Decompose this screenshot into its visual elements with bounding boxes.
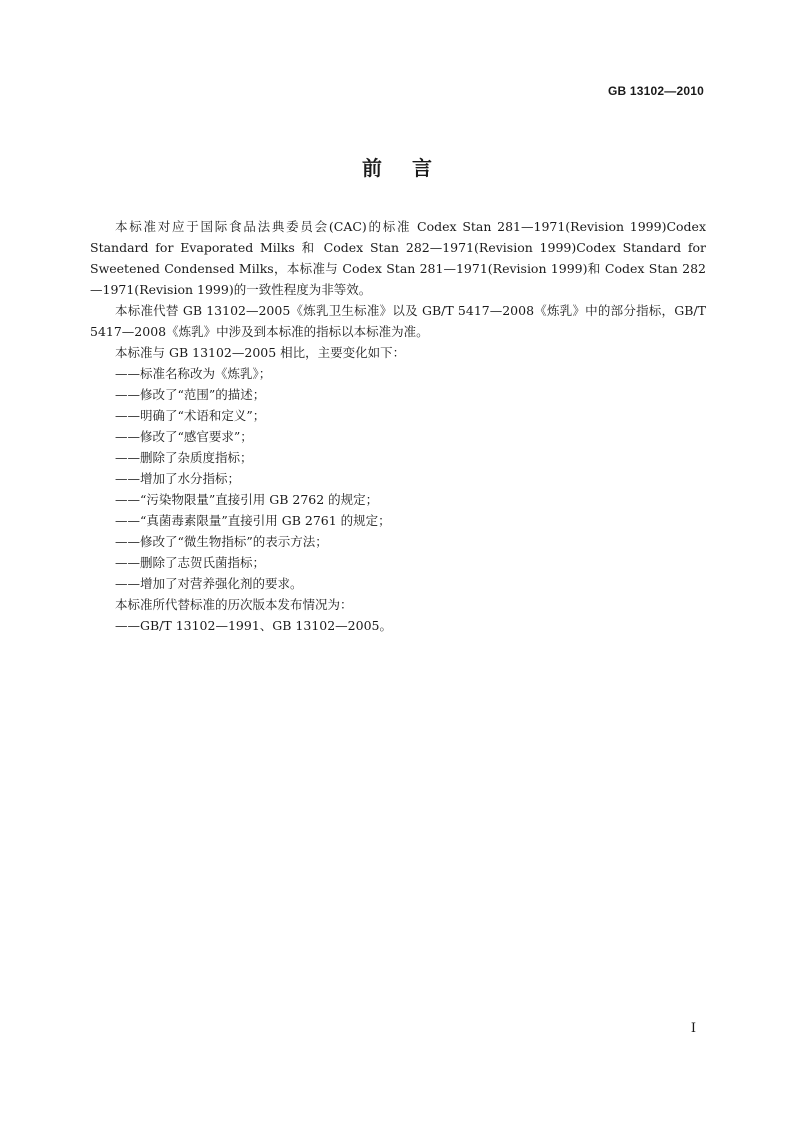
list-item: ——标准名称改为《炼乳》； (115, 366, 272, 381)
foreword-body (90, 216, 706, 636)
list-item: ——明确了“术语和定义”； (115, 408, 266, 423)
list-item: ——修改了“感官要求”； (115, 429, 253, 444)
page-title: 前言 (362, 156, 462, 180)
paragraph-correspondence: 本标准对应于国际食品法典委员会(CAC)的标准 Codex Stan 281—1971(Revision 1999)Codex Standard for Evaporated Milks 和 Codex Stan 282—1971(Revision 1999)Codex Standard for Sweetened Condensed Milks，本标准与 Codex Stan 281—1971(Revision 1999)和 Codex Stan 282—1971(Revision 1999)的一致性程度为非等效。 (90, 219, 706, 297)
page-number: I (690, 1021, 696, 1036)
list-item: ——增加了对营养强化剂的要求。 (115, 576, 303, 591)
paragraph-changes-intro: 本标准与 GB 13102—2005 相比，主要变化如下： (115, 345, 406, 360)
paragraph-history-intro: 本标准所代替标准的历次版本发布情况为： (115, 597, 353, 612)
list-item: ——删除了杂质度指标； (115, 450, 253, 465)
history-list (90, 615, 706, 636)
list-item: ——修改了“微生物指标”的表示方法； (115, 534, 328, 549)
paragraph-replacement: 本标准代替 GB 13102—2005《炼乳卫生标准》以及 GB/T 5417—2008《炼乳》中的部分指标，GB/T 5417—2008《炼乳》中涉及到本标准的指标以本标准为准。 (90, 303, 706, 339)
changes-list (90, 363, 706, 594)
list-item: ——增加了水分指标； (115, 471, 241, 486)
list-item: ——修改了“范围”的描述； (115, 387, 266, 402)
list-item: ——GB/T 13102—1991、GB 13102—2005。 (115, 618, 392, 633)
standard-code: GB 13102—2010 (608, 84, 704, 98)
list-item: ——“污染物限量”直接引用 GB 2762 的规定； (115, 492, 379, 507)
list-item: ——“真菌毒素限量”直接引用 GB 2761 的规定； (115, 513, 391, 528)
list-item: ——删除了志贺氏菌指标； (115, 555, 266, 570)
